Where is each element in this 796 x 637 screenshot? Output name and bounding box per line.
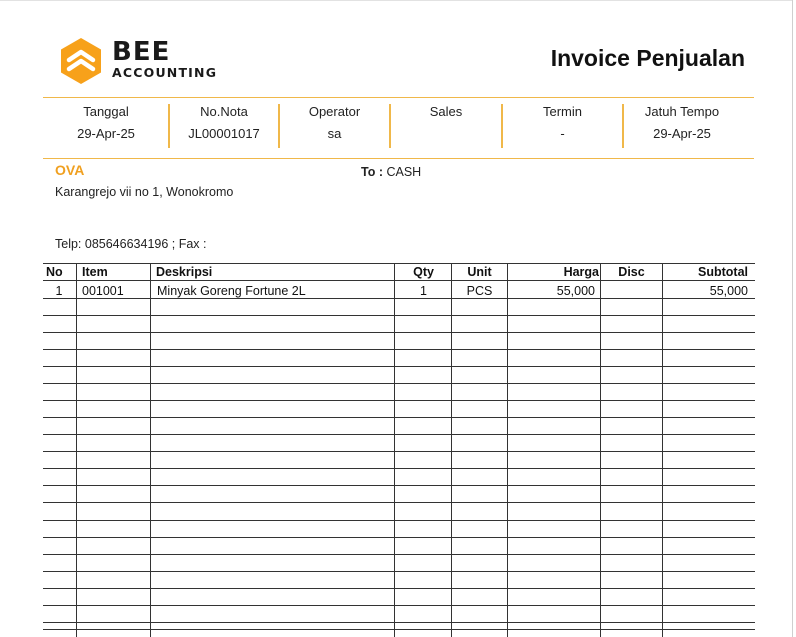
logo-word-bee: BEE <box>112 37 171 67</box>
seller-address: Karangrejo vii no 1, Wonokromo <box>55 185 234 199</box>
header-deskripsi: Deskripsi <box>156 265 213 279</box>
header-item: Item <box>82 265 108 279</box>
logo-word-accounting: ACCOUNTING <box>112 65 218 80</box>
header-no: No <box>46 265 63 279</box>
table-column-line <box>394 263 395 637</box>
row-qty: 1 <box>420 284 427 298</box>
sales-label: Sales <box>429 104 463 119</box>
nota-label: No.Nota <box>200 104 248 119</box>
page-edge-right <box>792 0 793 637</box>
info-operator <box>280 104 389 150</box>
tanggal-label: Tanggal <box>83 104 129 119</box>
header-harga: Harga <box>563 265 599 279</box>
row-item: 001001 <box>82 284 124 298</box>
bee-hexagon-chevron-icon <box>58 38 104 84</box>
termin-value: - <box>560 126 565 141</box>
info-termin <box>503 104 622 150</box>
row-unit: PCS <box>466 284 493 298</box>
recipient <box>361 165 421 179</box>
items-table <box>43 263 755 637</box>
operator-label: Operator <box>308 104 361 119</box>
bee-accounting-logo <box>58 38 228 82</box>
operator-value: sa <box>327 126 342 141</box>
header-disc: Disc <box>618 265 645 279</box>
table-column-line <box>451 263 452 637</box>
info-tanggal <box>43 104 169 150</box>
table-column-line <box>150 263 151 637</box>
tanggal-value: 29-Apr-25 <box>77 126 135 141</box>
row-no: 1 <box>55 284 63 298</box>
header-unit: Unit <box>467 265 492 279</box>
termin-label: Termin <box>542 104 582 119</box>
info-nota <box>170 104 278 150</box>
table-column-line <box>600 263 601 637</box>
table-column-line <box>76 263 77 637</box>
nota-value: JL00001017 <box>188 126 260 141</box>
header-qty: Qty <box>413 265 434 279</box>
invoice-info-strip <box>43 97 754 159</box>
seller-contact: Telp: 085646634196 ; Fax : <box>55 237 207 251</box>
table-column-line <box>507 263 508 637</box>
seller-name: OVA <box>55 162 85 178</box>
row-harga: 55,000 <box>556 284 595 298</box>
info-jatuh-tempo <box>624 104 740 150</box>
page-edge-top <box>0 0 792 1</box>
jatuh-tempo-label: Jatuh Tempo <box>644 104 720 119</box>
jatuh-tempo-value: 29-Apr-25 <box>653 126 711 141</box>
recipient-label: To : <box>361 165 383 179</box>
recipient-value: CASH <box>386 165 422 179</box>
row-deskripsi: Minyak Goreng Fortune 2L <box>157 284 306 298</box>
info-sales <box>391 104 501 150</box>
row-subtotal: 55,000 <box>709 284 748 298</box>
header-subtotal: Subtotal <box>698 265 748 279</box>
table-column-line <box>662 263 663 637</box>
document-title: Invoice Penjualan <box>550 45 745 71</box>
